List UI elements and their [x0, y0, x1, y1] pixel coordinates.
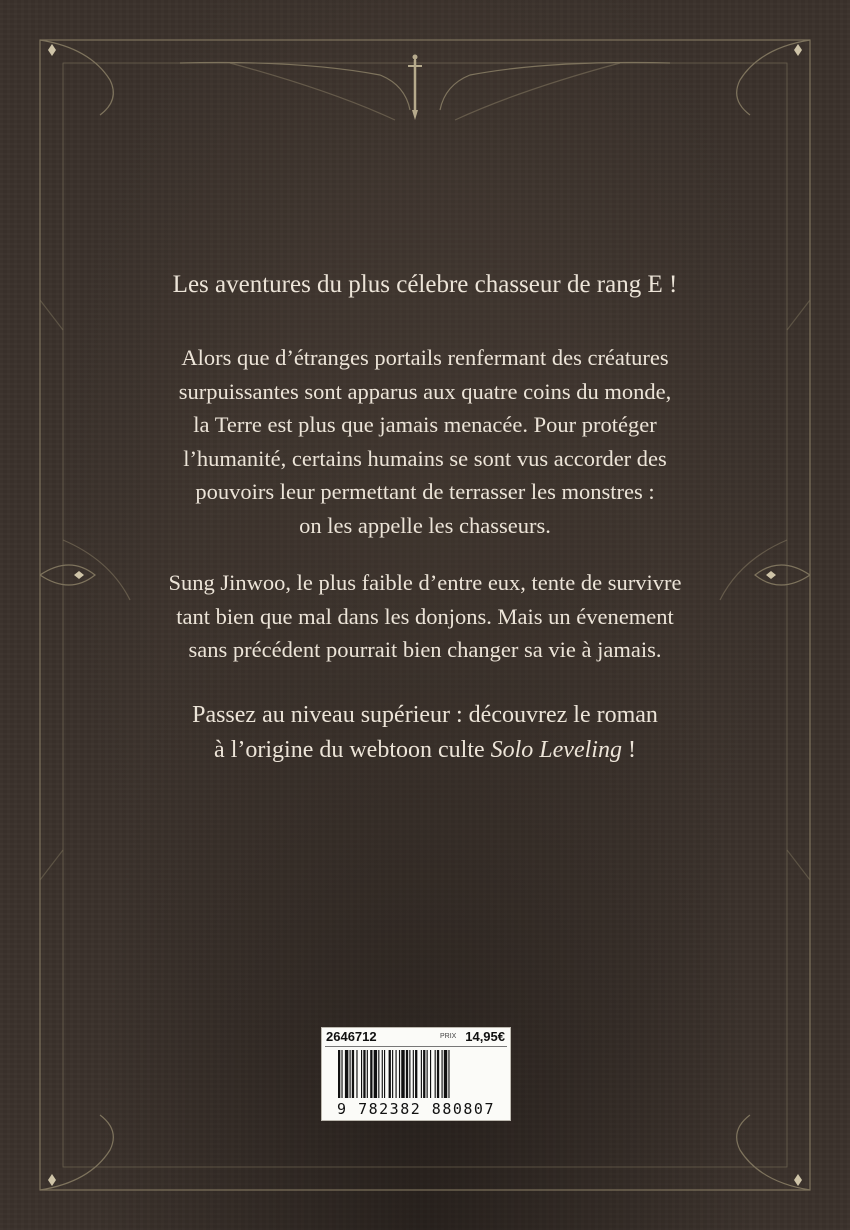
- tagline-text: Les aventures du plus célebre chasseur de rang E !: [172, 271, 678, 298]
- isbn-number: 9 782382 880807: [337, 1100, 495, 1118]
- synopsis-line: sans précédent pourrait bien changer sa vie à jamais.: [188, 637, 662, 662]
- promo-paragraph: [0, 698, 850, 768]
- synopsis-line: pouvoirs leur permettant de terrasser les monstres :: [195, 479, 655, 504]
- product-code: 2646712: [326, 1029, 377, 1044]
- promo-line: [0, 733, 850, 768]
- synopsis-paragraph-1: [0, 341, 850, 542]
- synopsis-line: surpuissantes sont apparus aux quatre coins du monde,: [178, 378, 672, 404]
- promo-text-before-title: à l’origine du webtoon culte: [214, 737, 491, 763]
- sword-ornament-icon: [408, 55, 422, 121]
- barcode-icon: [336, 1050, 506, 1102]
- synopsis-line: l’humanité, certains humains se sont vus accorder des: [183, 445, 667, 471]
- price-label: PRIX: [440, 1033, 457, 1040]
- tagline: [0, 268, 850, 302]
- promo-text-after-title: !: [621, 737, 636, 763]
- price-barcode-sticker: [321, 1027, 511, 1121]
- sticker-divider: [325, 1046, 507, 1047]
- synopsis-line: la Terre est plus que jamais menacée. Pour protéger: [193, 412, 657, 437]
- synopsis-line: Sung Jinwoo, le plus faible d’entre eux, tente de survivre: [168, 570, 682, 595]
- promo-line: Passez au niveau supérieur : découvrez le roman: [192, 702, 658, 728]
- price-value: 14,95€: [465, 1029, 505, 1044]
- synopsis-line: on les appelle les chasseurs.: [299, 512, 551, 538]
- synopsis-paragraph-2: [0, 566, 850, 667]
- synopsis-line: Alors que d’étranges portails renfermant des créatures: [181, 345, 669, 370]
- series-title: Solo Leveling: [490, 737, 622, 763]
- synopsis-line: tant bien que mal dans les donjons. Mais un évenement: [176, 603, 674, 629]
